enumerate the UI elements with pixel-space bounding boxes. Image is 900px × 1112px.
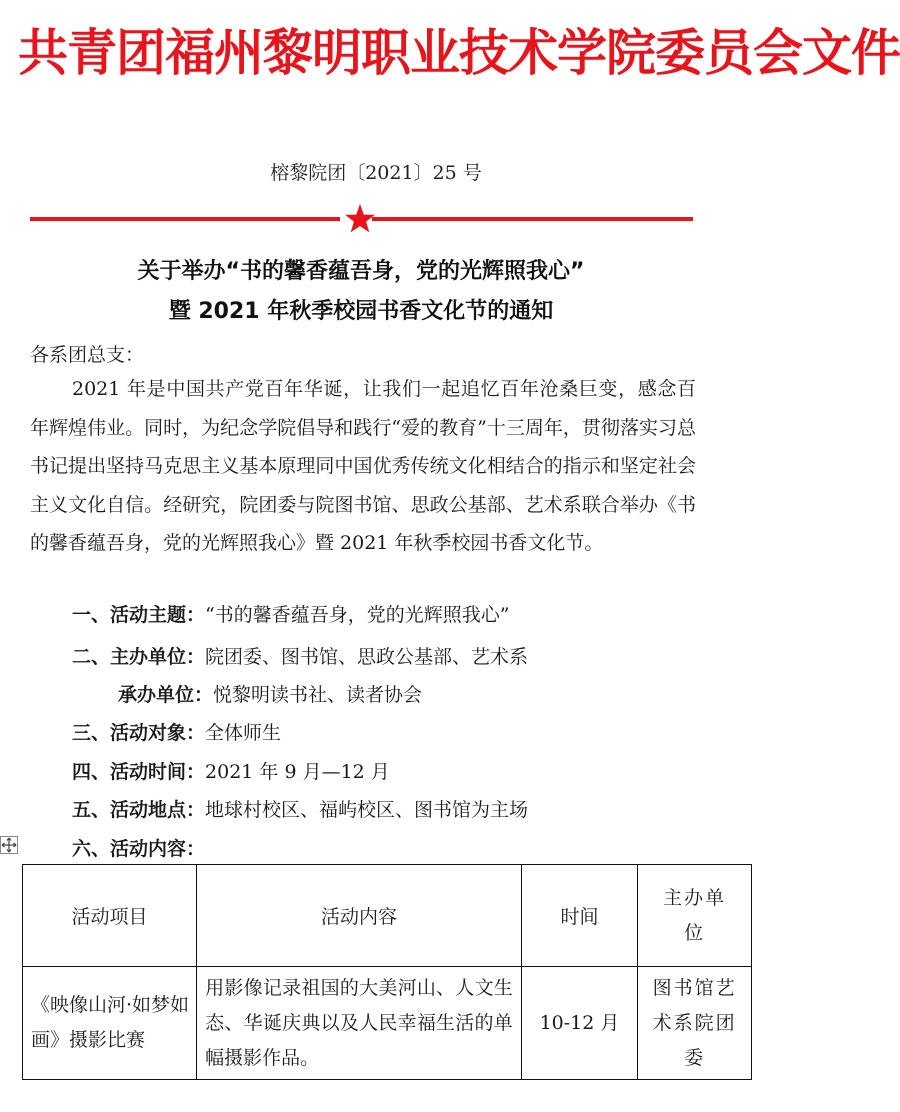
table-row xyxy=(23,967,752,1080)
row-project: 《映像山河·如梦如画》摄影比赛 xyxy=(23,967,197,1080)
header-project: 活动项目 xyxy=(23,865,197,967)
notice-title-line2: 暨 2021 年秋季校园书香文化节的通知 xyxy=(168,299,554,324)
body-paragraph: 2021 年是中国共产党百年华诞，让我们一起追忆百年沧桑巨变，感念百年辉煌伟业。同时，为纪念学院倡导和践行“爱的教育”十三周年，贯彻落实习总书记提出坚持马克思主义基本原理同中国优秀传统文化相结合的指示和坚定社会主义文化自信。经研究，院团委与院图书馆、思政公基部、艺术系联合举办《书的馨香蕴吾身，党的光辉照我心》暨 2021 年秋季校园书香文化节。 xyxy=(30,378,696,554)
move-handle-icon[interactable] xyxy=(0,836,18,854)
row-organizer: 图书馆艺术系院团委 xyxy=(638,967,752,1080)
item-place xyxy=(72,795,528,822)
organizer-label: 承办单位： xyxy=(118,684,214,706)
row-time: 10-12 月 xyxy=(521,967,637,1080)
content-label: 六、活动内容： xyxy=(72,838,206,860)
item-content xyxy=(72,834,205,861)
item-target xyxy=(72,718,281,745)
row-content: 用影像记录祖国的大美河山、人文生态、华诞庆典以及人民幸福生活的单幅摄影作品。 xyxy=(197,967,522,1080)
organizer-value: 悦黎明读书社、读者协会 xyxy=(213,684,423,706)
item-theme xyxy=(72,600,509,627)
header-organizer: 主办单位 xyxy=(638,865,752,967)
host-label: 二、主办单位： xyxy=(72,646,206,668)
header-content: 活动内容 xyxy=(197,865,522,967)
header-time: 时间 xyxy=(521,865,637,967)
header-title: 共青团福州黎明职业技术学院委员会文件 xyxy=(18,24,900,82)
item-time xyxy=(72,757,390,784)
host-value: 院团委、图书馆、思政公基部、艺术系 xyxy=(205,646,529,668)
target-value: 全体师生 xyxy=(205,722,282,744)
notice-title-line1: 关于举办“书的馨香蕴吾身，党的光辉照我心” xyxy=(137,259,585,284)
time-label: 四、活动时间： xyxy=(72,761,206,783)
table-header-row xyxy=(23,865,752,967)
red-rule-right xyxy=(372,217,693,221)
time-value: 2021 年 9 月—12 月 xyxy=(205,761,390,783)
activities-table xyxy=(22,864,752,1080)
theme-label: 一、活动主题： xyxy=(72,604,206,626)
place-label: 五、活动地点： xyxy=(72,799,206,821)
item-host xyxy=(72,642,528,669)
salutation: 各系团总支： xyxy=(30,344,145,366)
item-organizer xyxy=(118,680,422,707)
theme-value: “书的馨香蕴吾身，党的光辉照我心” xyxy=(205,604,510,626)
document-number: 榕黎院团〔2021〕25 号 xyxy=(270,162,482,184)
place-value: 地球村校区、福屿校区、图书馆为主场 xyxy=(205,799,529,821)
red-rule-left xyxy=(30,217,340,221)
target-label: 三、活动对象： xyxy=(72,722,206,744)
